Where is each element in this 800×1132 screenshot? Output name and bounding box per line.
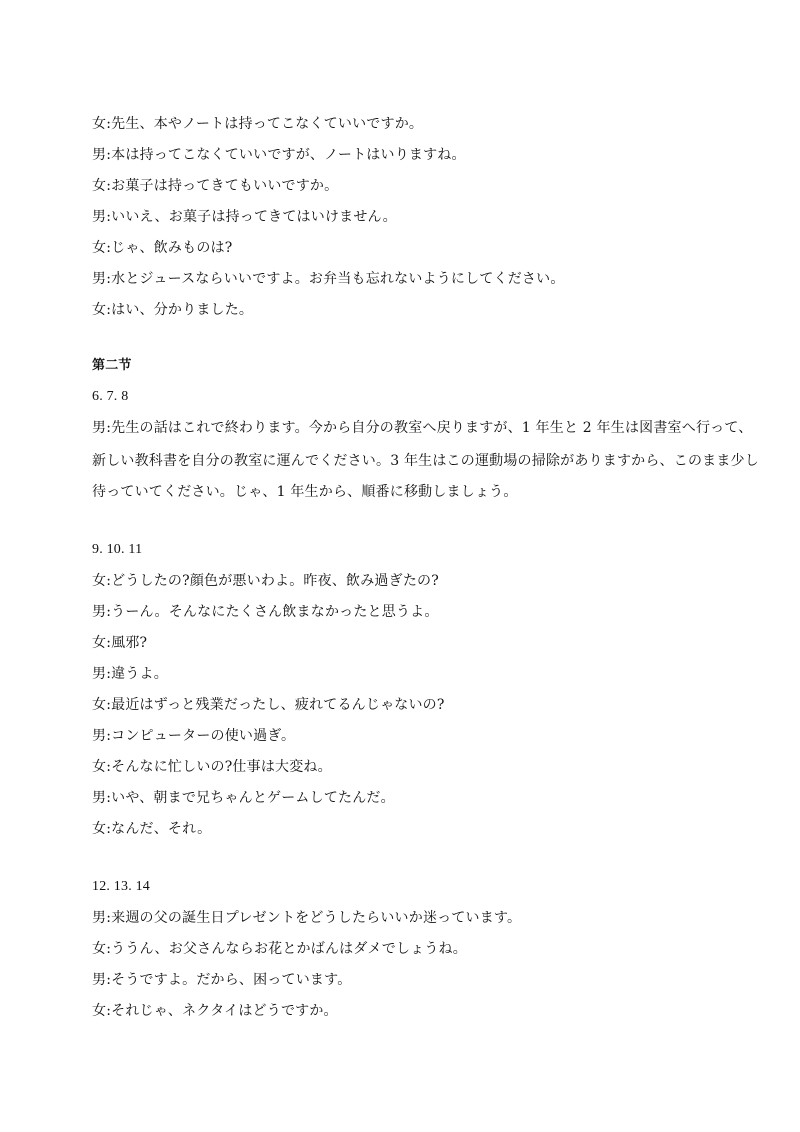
dialogue-line: 男:違うよ。 <box>92 666 168 682</box>
section-heading: 第二节 <box>92 358 132 373</box>
dialogue-line: 女:どうしたの?顔色が悪いわよ。昨夜、飲み過ぎたの? <box>92 573 439 589</box>
dialogue-line: 女:先生、本やノートは持ってこなくていいですか。 <box>92 116 424 132</box>
question-group-label: 9. 10. 11 <box>92 542 143 557</box>
dialogue-line: 男:先生の話はこれで終わります。今から自分の教室へ戻りますが、1 年生と 2 年生は図書室へ行って、 <box>92 420 753 436</box>
dialogue-line: 男:コンピューターの使い過ぎ。 <box>92 728 296 744</box>
dialogue-line: 男:本は持ってこなくていいですが、ノートはいりますね。 <box>92 147 466 163</box>
dialogue-line: 男:水とジュースならいいですよ。お弁当も忘れないようにしてください。 <box>92 271 565 287</box>
question-group-label: 6. 7. 8 <box>92 389 129 404</box>
dialogue-line: 男:そうですよ。だから、困っています。 <box>92 972 352 988</box>
dialogue-line: 女:なんだ、それ。 <box>92 821 212 837</box>
dialogue-line: 新しい教科書を自分の教室に運んでください。3 年生はこの運動場の掃除がありますから、このまま少し <box>92 453 759 469</box>
dialogue-line: 待っていてください。じゃ、1 年生から、順番に移動しましょう。 <box>92 484 518 500</box>
dialogue-line: 男:いいえ、お菓子は持ってきてはいけません。 <box>92 209 397 225</box>
dialogue-line: 女:最近はずっと残業だったし、疲れてるんじゃないの? <box>92 697 445 713</box>
dialogue-line: 女:それじゃ、ネクタイはどうですか。 <box>92 1003 338 1019</box>
dialogue-line: 女:はい、分かりました。 <box>92 302 254 318</box>
question-group-label: 12. 13. 14 <box>92 879 150 894</box>
dialogue-line: 女:そんなに忙しいの?仕事は大変ね。 <box>92 759 332 775</box>
dialogue-line: 女:お菓子は持ってきてもいいですか。 <box>92 178 339 194</box>
dialogue-line: 女:じゃ、飲みものは? <box>92 240 233 256</box>
dialogue-line: 男:来週の父の誕生日プレゼントをどうしたらいいか迷っています。 <box>92 910 522 926</box>
dialogue-line: 女:風邪? <box>92 635 148 651</box>
dialogue-line: 男:いや、朝まで兄ちゃんとゲームしてたんだ。 <box>92 790 395 806</box>
dialogue-line: 女:ううん、お父さんならお花とかばんはダメでしょうね。 <box>92 941 467 957</box>
dialogue-line: 男:うーん。そんなにたくさん飲まなかったと思うよ。 <box>92 604 439 620</box>
